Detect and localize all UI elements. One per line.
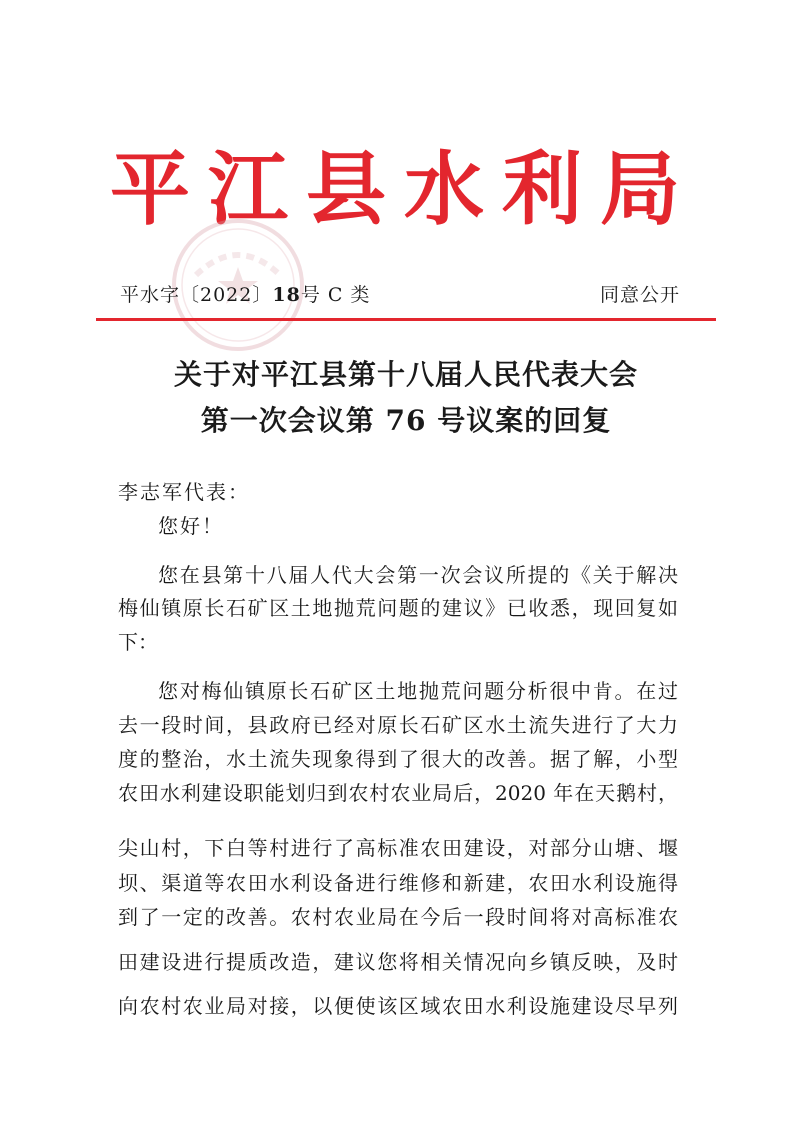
subject-line-1: 关于对平江县第十八届人民代表大会 bbox=[173, 358, 638, 391]
agency-header-char: 利 bbox=[502, 143, 582, 236]
body-line: 农田水利建设职能划归到农村农业局后，2020 年在天鹅村， bbox=[118, 781, 678, 805]
document-number-suffix: 号 C 类 bbox=[300, 284, 371, 306]
body-line: 下： bbox=[118, 630, 158, 654]
document-subject bbox=[96, 352, 716, 444]
body-line: 田建设进行提质改造，建议您将相关情况向乡镇反映，及时 bbox=[118, 950, 678, 974]
body-line: 去一段时间，县政府已经对原长石矿区水土流失进行了大力 bbox=[118, 713, 678, 737]
document-number-prefix: 平水字〔2022〕 bbox=[120, 284, 273, 306]
body-line: 到了一定的改善。农村农业局在今后一段时间将对高标准农 bbox=[118, 905, 678, 929]
agency-header-char: 江 bbox=[208, 143, 288, 236]
red-divider-line bbox=[96, 318, 716, 321]
body-line: 您对梅仙镇原长石矿区土地抛荒问题分析很中肯。在过 bbox=[158, 679, 678, 703]
body-line: 度的整治，水土流失现象得到了很大的改善。据了解，小型 bbox=[118, 747, 678, 771]
body-line: 您在县第十八届人代大会第一次会议所提的《关于解决 bbox=[158, 563, 678, 587]
document-meta-row bbox=[120, 280, 680, 310]
greeting: 您好！ bbox=[158, 514, 224, 538]
body-line: 尖山村，下白等村进行了高标准农田建设，对部分山塘、堰 bbox=[118, 836, 678, 860]
body-line: 坝、渠道等农田水利设备进行维修和新建，农田水利设施得 bbox=[118, 871, 678, 895]
agency-header-char: 县 bbox=[306, 143, 386, 236]
agency-header-char: 局 bbox=[600, 143, 680, 236]
public-status-label: 同意公开 bbox=[599, 284, 680, 306]
body-line: 向农村农业局对接，以便使该区域农田水利设施建设尽早列 bbox=[118, 994, 678, 1018]
body-line: 梅仙镇原长石矿区土地抛荒问题的建议》已收悉，现回复如 bbox=[118, 596, 678, 620]
salutation: 李志军代表： bbox=[118, 480, 250, 504]
document-number-value: 18 bbox=[272, 284, 301, 306]
agency-header-char: 平 bbox=[110, 143, 190, 236]
agency-header-char: 水 bbox=[404, 143, 484, 236]
document-number bbox=[120, 280, 370, 310]
subject-line-2: 第一次会议第 76 号议案的回复 bbox=[200, 404, 612, 437]
